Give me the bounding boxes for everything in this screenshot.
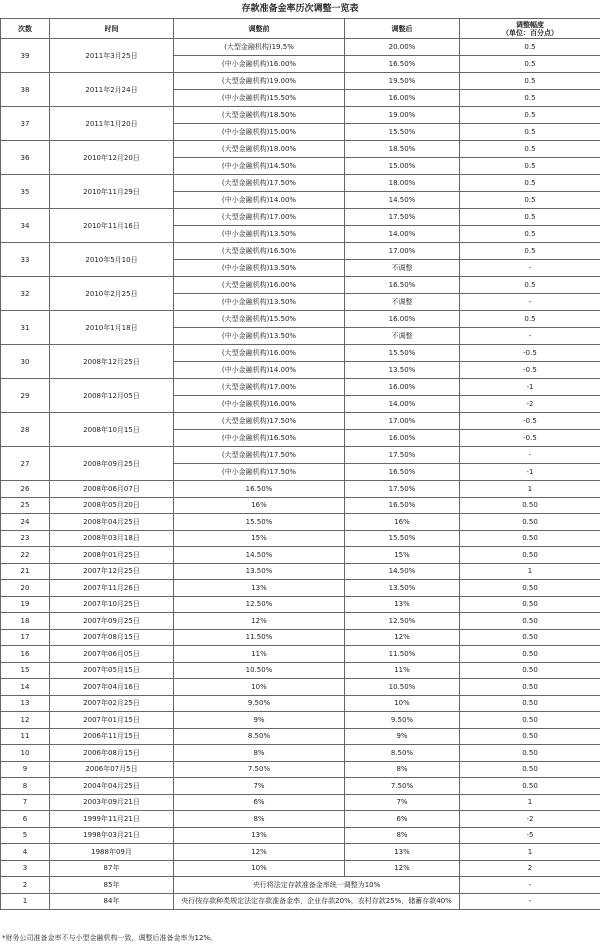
- cell-after: 6%: [345, 811, 460, 828]
- table-row: [1, 646, 600, 663]
- cell-after: 15.50%: [345, 345, 460, 362]
- header-num: 次数: [1, 19, 50, 39]
- cell-change: -0.5: [460, 345, 600, 362]
- cell-num: 2: [1, 877, 50, 894]
- header-change: [460, 19, 600, 39]
- cell-before: 12%: [174, 613, 345, 630]
- cell-change: 1: [460, 481, 600, 498]
- cell-num: 20: [1, 580, 50, 597]
- reserve-ratio-table: [0, 18, 600, 910]
- cell-before: (中小金融机构)16.00%: [174, 396, 345, 413]
- cell-change: -: [460, 893, 600, 910]
- cell-change: 0.5: [460, 124, 600, 141]
- cell-after: 16.50%: [345, 56, 460, 73]
- cell-date: 2007年02月25日: [50, 695, 174, 712]
- cell-before: (大型金融机构)17.50%: [174, 175, 345, 192]
- cell-date: 2007年09月25日: [50, 613, 174, 630]
- cell-date: 2011年1月20日: [50, 107, 174, 141]
- cell-change: 0.50: [460, 778, 600, 795]
- cell-after: 7%: [345, 794, 460, 811]
- cell-date: 1999年11月21日: [50, 811, 174, 828]
- cell-date: 2006年08月15日: [50, 745, 174, 762]
- cell-before: (大型金融机构)18.50%: [174, 107, 345, 124]
- cell-before: (大型金融机构)17.00%: [174, 379, 345, 396]
- cell-before: (中小金融机构)15.00%: [174, 124, 345, 141]
- table-row: [1, 413, 600, 430]
- cell-after: 14.50%: [345, 192, 460, 209]
- cell-before: 9%: [174, 712, 345, 729]
- cell-change: 1: [460, 844, 600, 861]
- table-row: [1, 662, 600, 679]
- cell-before: (大型金融机构)18.00%: [174, 141, 345, 158]
- cell-change: 0.5: [460, 73, 600, 90]
- cell-num: 21: [1, 563, 50, 580]
- cell-after: 14.50%: [345, 563, 460, 580]
- cell-after: 18.50%: [345, 141, 460, 158]
- cell-num: 19: [1, 596, 50, 613]
- table-row: [1, 481, 600, 498]
- cell-change: 1: [460, 563, 600, 580]
- cell-after: 17.50%: [345, 209, 460, 226]
- cell-after: 14.00%: [345, 396, 460, 413]
- cell-before: 10%: [174, 679, 345, 696]
- cell-change: 0.5: [460, 226, 600, 243]
- cell-change: -0.5: [460, 413, 600, 430]
- table-row: [1, 629, 600, 646]
- cell-num: 15: [1, 662, 50, 679]
- cell-change: 0.50: [460, 761, 600, 778]
- table-row: [1, 243, 600, 260]
- cell-change: 0.5: [460, 192, 600, 209]
- cell-after: 11%: [345, 662, 460, 679]
- cell-after: 15.50%: [345, 530, 460, 547]
- cell-num: 38: [1, 73, 50, 107]
- cell-num: 6: [1, 811, 50, 828]
- cell-num: 17: [1, 629, 50, 646]
- cell-after: 8%: [345, 827, 460, 844]
- cell-date: 2010年1月18日: [50, 311, 174, 345]
- cell-num: 5: [1, 827, 50, 844]
- header-change-line2: （单位：百分点）: [502, 28, 558, 37]
- cell-after: 12%: [345, 629, 460, 646]
- cell-change: 0.50: [460, 613, 600, 630]
- footnote: *财务公司准备金率不与小型金融机构一致，调整后准备金率为12%。: [2, 934, 218, 942]
- cell-before: 13.50%: [174, 563, 345, 580]
- table-row: [1, 860, 600, 877]
- cell-date: 2008年03月18日: [50, 530, 174, 547]
- cell-after: 17.00%: [345, 413, 460, 430]
- cell-date: 2006年07月5日: [50, 761, 174, 778]
- cell-before: 12%: [174, 844, 345, 861]
- cell-date: 2007年01月15日: [50, 712, 174, 729]
- cell-before: (中小金融机构)16.00%: [174, 56, 345, 73]
- cell-change: 0.50: [460, 662, 600, 679]
- cell-before: (中小金融机构)14.50%: [174, 158, 345, 175]
- cell-date: 2010年11月29日: [50, 175, 174, 209]
- cell-change: 0.5: [460, 56, 600, 73]
- cell-before: (大型金融机构)17.00%: [174, 209, 345, 226]
- cell-num: 4: [1, 844, 50, 861]
- cell-date: 2010年11月16日: [50, 209, 174, 243]
- cell-change: 0.5: [460, 158, 600, 175]
- cell-num: 39: [1, 39, 50, 73]
- cell-change: 0.5: [460, 141, 600, 158]
- table-row: [1, 107, 600, 124]
- header-date: 时间: [50, 19, 174, 39]
- cell-date: 2011年3月25日: [50, 39, 174, 73]
- table-row: [1, 447, 600, 464]
- cell-date: 2004年04月25日: [50, 778, 174, 795]
- cell-date: 1998年03月21日: [50, 827, 174, 844]
- cell-date: 2011年2月24日: [50, 73, 174, 107]
- table-row: [1, 39, 600, 56]
- cell-before: (大型金融机构)17.50%: [174, 447, 345, 464]
- cell-after: 16.00%: [345, 311, 460, 328]
- header-row: [1, 19, 600, 39]
- cell-change: 0.50: [460, 547, 600, 564]
- cell-date: 84年: [50, 893, 174, 910]
- cell-after: 不调整: [345, 294, 460, 311]
- cell-before: 11.50%: [174, 629, 345, 646]
- cell-date: 85年: [50, 877, 174, 894]
- cell-change: 0.50: [460, 745, 600, 762]
- cell-before: 15%: [174, 530, 345, 547]
- cell-change: -0.5: [460, 362, 600, 379]
- header-after: 调整后: [345, 19, 460, 39]
- cell-date: 2008年12月25日: [50, 345, 174, 379]
- table-row: [1, 745, 600, 762]
- cell-num: 22: [1, 547, 50, 564]
- cell-change: 0.5: [460, 90, 600, 107]
- cell-after: 19.00%: [345, 107, 460, 124]
- cell-after: 13.50%: [345, 362, 460, 379]
- cell-before: 14.50%: [174, 547, 345, 564]
- cell-before: 7%: [174, 778, 345, 795]
- cell-before: 11%: [174, 646, 345, 663]
- table-row: [1, 794, 600, 811]
- cell-before: (中小金融机构)13.50%: [174, 328, 345, 345]
- cell-before: 9.50%: [174, 695, 345, 712]
- cell-date: 2008年06月07日: [50, 481, 174, 498]
- cell-date: 2010年2月25日: [50, 277, 174, 311]
- cell-before: (大型金融机构)19.5%: [174, 39, 345, 56]
- cell-merged-note: 央行将法定存款准备金率统一调整为10%: [174, 877, 460, 894]
- cell-before: (大型金融机构)16.00%: [174, 345, 345, 362]
- cell-after: 15.00%: [345, 158, 460, 175]
- cell-before: 16%: [174, 497, 345, 514]
- table-row: [1, 679, 600, 696]
- table-row: [1, 893, 600, 910]
- table-row: [1, 175, 600, 192]
- cell-after: 不调整: [345, 260, 460, 277]
- cell-date: 1988年09月: [50, 844, 174, 861]
- table-row: [1, 379, 600, 396]
- cell-num: 10: [1, 745, 50, 762]
- cell-before: (中小金融机构)14.00%: [174, 192, 345, 209]
- cell-date: 2007年05月15日: [50, 662, 174, 679]
- cell-change: 0.50: [460, 712, 600, 729]
- cell-after: 13%: [345, 596, 460, 613]
- cell-num: 7: [1, 794, 50, 811]
- cell-change: 0.50: [460, 679, 600, 696]
- cell-before: 10%: [174, 860, 345, 877]
- cell-num: 25: [1, 497, 50, 514]
- cell-before: 7.50%: [174, 761, 345, 778]
- table-row: [1, 712, 600, 729]
- table-row: [1, 311, 600, 328]
- cell-num: 37: [1, 107, 50, 141]
- cell-after: 9%: [345, 728, 460, 745]
- cell-num: 1: [1, 893, 50, 910]
- cell-before: (中小金融机构)13.50%: [174, 226, 345, 243]
- cell-change: 0.5: [460, 107, 600, 124]
- cell-after: 15%: [345, 547, 460, 564]
- table-row: [1, 514, 600, 531]
- cell-after: 16%: [345, 514, 460, 531]
- cell-num: 3: [1, 860, 50, 877]
- cell-change: -: [460, 260, 600, 277]
- cell-after: 10%: [345, 695, 460, 712]
- cell-after: 16.50%: [345, 464, 460, 481]
- cell-before: 8%: [174, 745, 345, 762]
- table-row: [1, 761, 600, 778]
- table-row: [1, 277, 600, 294]
- cell-change: 0.50: [460, 514, 600, 531]
- cell-change: 1: [460, 794, 600, 811]
- cell-before: 12.50%: [174, 596, 345, 613]
- cell-after: 17.50%: [345, 481, 460, 498]
- cell-change: 0.5: [460, 175, 600, 192]
- table-row: [1, 827, 600, 844]
- cell-before: (中小金融机构)16.50%: [174, 430, 345, 447]
- cell-change: 0.50: [460, 646, 600, 663]
- cell-num: 8: [1, 778, 50, 795]
- cell-date: 2008年04月25日: [50, 514, 174, 531]
- cell-before: 8.50%: [174, 728, 345, 745]
- cell-after: 16.50%: [345, 277, 460, 294]
- table-row: [1, 877, 600, 894]
- cell-num: 16: [1, 646, 50, 663]
- cell-num: 11: [1, 728, 50, 745]
- header-change-line1: 调整幅度: [516, 20, 544, 29]
- cell-change: 0.50: [460, 629, 600, 646]
- cell-after: 12.50%: [345, 613, 460, 630]
- cell-change: 0.50: [460, 530, 600, 547]
- cell-date: 87年: [50, 860, 174, 877]
- cell-date: 2008年09月25日: [50, 447, 174, 481]
- cell-after: 10.50%: [345, 679, 460, 696]
- cell-before: (大型金融机构)16.50%: [174, 243, 345, 260]
- cell-change: -1: [460, 379, 600, 396]
- cell-date: 2007年06月05日: [50, 646, 174, 663]
- table-row: [1, 778, 600, 795]
- cell-after: 18.00%: [345, 175, 460, 192]
- cell-change: 0.50: [460, 596, 600, 613]
- cell-num: 36: [1, 141, 50, 175]
- cell-before: (中小金融机构)13.50%: [174, 260, 345, 277]
- cell-date: 2007年12月25日: [50, 563, 174, 580]
- cell-date: 2008年10月15日: [50, 413, 174, 447]
- cell-date: 2008年05月20日: [50, 497, 174, 514]
- table-row: [1, 209, 600, 226]
- cell-after: 11.50%: [345, 646, 460, 663]
- cell-num: 18: [1, 613, 50, 630]
- cell-date: 2003年09月21日: [50, 794, 174, 811]
- cell-date: 2007年11月26日: [50, 580, 174, 597]
- cell-after: 12%: [345, 860, 460, 877]
- cell-date: 2007年10月25日: [50, 596, 174, 613]
- cell-before: (中小金融机构)13.50%: [174, 294, 345, 311]
- table-row: [1, 141, 600, 158]
- cell-num: 30: [1, 345, 50, 379]
- cell-change: 0.50: [460, 580, 600, 597]
- cell-num: 33: [1, 243, 50, 277]
- header-before: 调整前: [174, 19, 345, 39]
- table-row: [1, 596, 600, 613]
- cell-before: 15.50%: [174, 514, 345, 531]
- table-row: [1, 547, 600, 564]
- cell-change: 2: [460, 860, 600, 877]
- cell-change: 0.5: [460, 311, 600, 328]
- cell-change: 0.5: [460, 277, 600, 294]
- cell-num: 23: [1, 530, 50, 547]
- table-row: [1, 695, 600, 712]
- cell-change: 0.5: [460, 243, 600, 260]
- table-row: [1, 811, 600, 828]
- cell-before: (中小金融机构)17.50%: [174, 464, 345, 481]
- cell-num: 27: [1, 447, 50, 481]
- table-title: 存款准备金率历次调整一览表: [241, 4, 359, 14]
- cell-before: 8%: [174, 811, 345, 828]
- cell-date: 2010年12月20日: [50, 141, 174, 175]
- cell-after: 13%: [345, 844, 460, 861]
- cell-date: 2008年12月05日: [50, 379, 174, 413]
- cell-before: 6%: [174, 794, 345, 811]
- cell-before: (大型金融机构)16.00%: [174, 277, 345, 294]
- cell-after: 17.50%: [345, 447, 460, 464]
- cell-change: 0.50: [460, 728, 600, 745]
- cell-before: (大型金融机构)19.00%: [174, 73, 345, 90]
- cell-change: -: [460, 294, 600, 311]
- cell-before: (中小金融机构)14.00%: [174, 362, 345, 379]
- cell-change: -1: [460, 464, 600, 481]
- cell-after: 17.00%: [345, 243, 460, 260]
- cell-after: 8.50%: [345, 745, 460, 762]
- cell-after: 16.00%: [345, 379, 460, 396]
- cell-before: (中小金融机构)15.50%: [174, 90, 345, 107]
- cell-after: 7.50%: [345, 778, 460, 795]
- cell-num: 34: [1, 209, 50, 243]
- cell-before: 13%: [174, 827, 345, 844]
- cell-before: 16.50%: [174, 481, 345, 498]
- cell-before: 10.50%: [174, 662, 345, 679]
- cell-after: 20.00%: [345, 39, 460, 56]
- cell-change: 0.5: [460, 209, 600, 226]
- cell-date: 2010年5月10日: [50, 243, 174, 277]
- table-row: [1, 613, 600, 630]
- cell-after: 16.00%: [345, 90, 460, 107]
- cell-num: 9: [1, 761, 50, 778]
- cell-num: 14: [1, 679, 50, 696]
- cell-change: 0.50: [460, 497, 600, 514]
- cell-change: -: [460, 877, 600, 894]
- cell-before: 13%: [174, 580, 345, 597]
- cell-after: 不调整: [345, 328, 460, 345]
- table-body: [1, 39, 600, 910]
- cell-date: 2008年01月25日: [50, 547, 174, 564]
- cell-date: 2007年08月15日: [50, 629, 174, 646]
- cell-after: 19.50%: [345, 73, 460, 90]
- table-row: [1, 345, 600, 362]
- table-row: [1, 580, 600, 597]
- table-row: [1, 563, 600, 580]
- cell-num: 31: [1, 311, 50, 345]
- table-row: [1, 728, 600, 745]
- cell-num: 35: [1, 175, 50, 209]
- cell-before: (大型金融机构)15.50%: [174, 311, 345, 328]
- cell-date: 2007年04月16日: [50, 679, 174, 696]
- cell-change: -5: [460, 827, 600, 844]
- table-row: [1, 73, 600, 90]
- cell-after: 9.50%: [345, 712, 460, 729]
- cell-change: -: [460, 447, 600, 464]
- table-row: [1, 497, 600, 514]
- cell-change: 0.5: [460, 39, 600, 56]
- cell-before: (大型金融机构)17.50%: [174, 413, 345, 430]
- table-row: [1, 530, 600, 547]
- cell-num: 12: [1, 712, 50, 729]
- cell-change: -0.5: [460, 430, 600, 447]
- cell-num: 29: [1, 379, 50, 413]
- cell-date: 2006年11月15日: [50, 728, 174, 745]
- cell-num: 24: [1, 514, 50, 531]
- cell-change: -: [460, 328, 600, 345]
- cell-num: 13: [1, 695, 50, 712]
- cell-num: 26: [1, 481, 50, 498]
- cell-merged-note: 央行按存款种类规定法定存款准备金率，企业存款20%，农村存款25%，储蓄存款40%: [174, 893, 460, 910]
- cell-after: 15.50%: [345, 124, 460, 141]
- cell-num: 32: [1, 277, 50, 311]
- cell-after: 8%: [345, 761, 460, 778]
- cell-after: 13.50%: [345, 580, 460, 597]
- table-row: [1, 844, 600, 861]
- cell-num: 28: [1, 413, 50, 447]
- cell-change: -2: [460, 396, 600, 413]
- cell-after: 14.00%: [345, 226, 460, 243]
- cell-after: 16.50%: [345, 497, 460, 514]
- cell-change: -2: [460, 811, 600, 828]
- cell-after: 16.00%: [345, 430, 460, 447]
- cell-change: 0.50: [460, 695, 600, 712]
